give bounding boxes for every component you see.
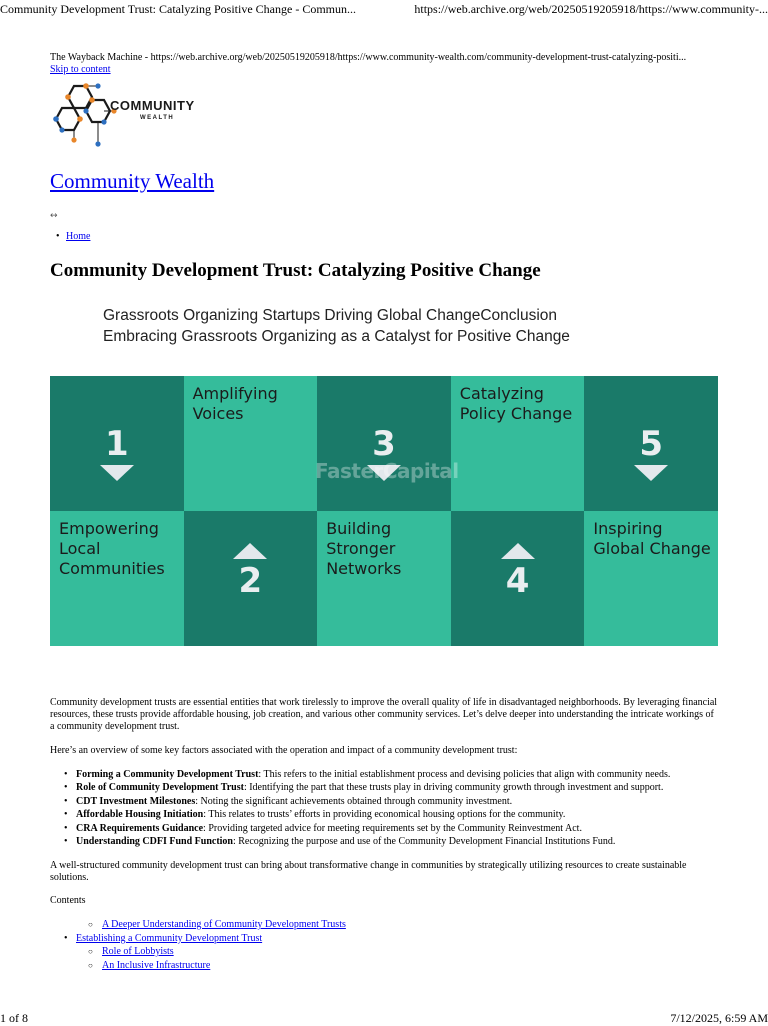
arrow-up-icon [501,543,535,559]
list-item [50,808,720,821]
wayback-banner: The Wayback Machine - https://web.archive.org/web/20250519205918/https://www.community-wealth.com/community-development-trust-catalyzing-positi... [50,52,687,63]
menu-toggle-icon[interactable]: ↔ [50,211,58,221]
breadcrumb [56,231,91,242]
list-item-text: : Noting the significant achievements obtained through community investment. [195,795,513,807]
list-item-term: Understanding CDFI Fund Function [76,836,233,848]
table-of-contents [50,918,720,972]
step-2-number-cell [184,511,318,646]
hero-caption-line-2: Embracing Grassroots Organizing as a Catalyst for Positive Change [103,328,570,345]
step-number: 1 [104,424,129,464]
overview-paragraph: Here’s an overview of some key factors associated with the operation and impact of a community development trust: [50,745,518,756]
conclusion-paragraph: A well-structured community development trust can bring about transformative change in communities by strategically utilizing resources to create sustainable solutions. [50,860,687,883]
step-label-cell [317,511,451,646]
toc-link[interactable]: An Inclusive Infrastructure [102,959,211,971]
step-label: Amplifying Voices [192,384,278,423]
list-item-text: : Identifying the part that these trusts play in driving community growth through investment and support. [243,782,664,794]
list-item-text: : This relates to trusts’ efforts in providing economical housing options for the community. [203,809,566,821]
page-title: Community Development Trust: Catalyzing Positive Change [50,260,541,281]
step-number: 2 [238,561,263,601]
step-number: 5 [639,424,664,464]
contents-heading: Contents [50,895,86,906]
page-count: 1 of 8 [0,1011,28,1025]
print-timestamp: 7/12/2025, 6:59 AM [670,1011,768,1025]
intro-paragraph: Community development trusts are essential entities that work tirelessly to improve the overall quality of life in disadvantaged neighborhoods. By leveraging financial resources, these trusts provide affordable housing, job creation, and various other community services. Let’s delve deeper into understanding the intricate workings of a community development trust. [50,697,718,732]
list-item-term: Role of Community Development Trust [76,782,244,794]
step-label: Inspiring Global Change [593,519,711,558]
step-4-number-cell [451,511,585,646]
list-item [50,795,720,808]
toc-link[interactable]: A Deeper Understanding of Community Development Trusts [102,919,346,930]
print-header-title: Community Development Trust: Catalyzing Positive Change - Commun... [0,2,356,16]
bullet-icon: • [56,231,60,242]
site-title-link[interactable]: Community Wealth [50,169,215,193]
hero-caption-line-1: Grassroots Organizing Startups Driving Global ChangeConclusion [103,307,558,324]
list-item-text: : This refers to the initial establishment process and devising policies that align with community needs. [258,769,671,780]
list-item-text: : Recognizing the purpose and use of the Community Development Financial Institutions Fund. [232,836,616,848]
skip-to-content-link[interactable]: Skip to content [50,64,111,75]
arrow-down-icon [100,465,134,481]
list-item-text: : Providing targeted advice for meeting requirements set by the Community Reinvestment Act. [203,822,582,834]
arrow-up-icon [233,543,267,559]
list-item-term: CRA Requirements Guidance [76,822,204,834]
hero-caption [103,305,570,347]
list-item [50,768,720,781]
step-label-cell [584,511,718,646]
toc-item [50,945,720,959]
print-header-url: https://web.archive.org/web/20250519205918/https://www.community-... [414,2,768,16]
watermark: FasterCapital [315,459,459,483]
list-item-term: Affordable Housing Initiation [76,809,204,821]
step-label: Empowering Local Communities [59,519,165,578]
hero-infographic [50,376,718,646]
arrow-down-icon [634,465,668,481]
logo-wordmark: COMMUNITY [110,98,195,113]
toc-item [50,932,720,946]
list-item [50,835,720,848]
step-label-cell [184,376,318,511]
step-number: 3 [372,424,396,464]
step-5-number-cell [584,376,718,511]
step-3-number-cell [317,376,451,511]
step-label: Catalyzing Policy Change [459,384,573,423]
toc-item [50,959,720,973]
list-item [50,781,720,794]
site-logo[interactable] [52,80,222,150]
toc-link[interactable]: Establishing a Community Development Trust [76,932,263,944]
step-label: Building Stronger Networks [326,519,402,578]
key-factors-list [50,768,720,848]
toc-item [50,918,720,932]
step-number: 4 [505,561,530,601]
logo-hexagon-graphic [52,80,222,150]
list-item [50,822,720,835]
list-item-term: Forming a Community Development Trust [76,769,259,780]
step-1-number-cell [50,376,184,511]
step-label-cell [451,376,585,511]
list-item-term: CDT Investment Milestones [76,795,196,807]
toc-link[interactable]: Role of Lobbyists [102,946,174,958]
step-label-cell [50,511,184,646]
breadcrumb-home-link[interactable]: Home [66,231,91,242]
logo-submark: WEALTH [140,115,175,121]
